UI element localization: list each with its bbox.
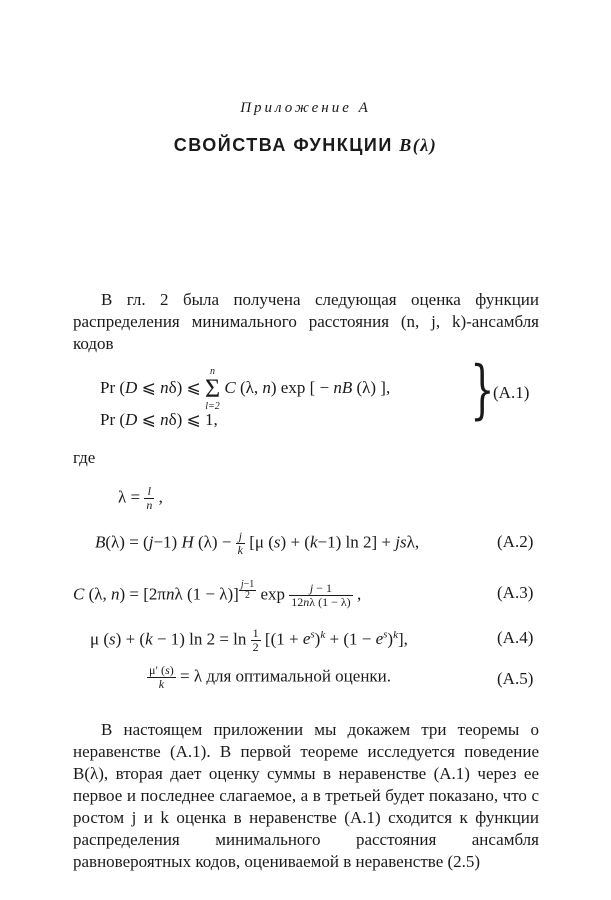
- closing-paragraph: В настоящем приложении мы докажем три теоремы о неравенстве (А.1). В первой теореме исследуется поведение B(λ), вторая дает оценку суммы в неравенстве (А.1) через ее первое и последнее слагаемое, а в третьей будет показано, что с ростом j и k оценка в неравенстве (А.1) сходится к функции распределения минимального расстояния ансамбля равновероятных кодов, оцениваемой в неравенстве (2.5): [73, 720, 539, 871]
- eq-number: (A.2): [497, 532, 534, 551]
- sum-operator: n Σ l=2: [204, 366, 221, 412]
- eq-number: (A.3): [497, 583, 534, 602]
- title-symbol: B(λ): [399, 135, 438, 155]
- appendix-label: Приложение А: [240, 100, 371, 116]
- eq-number: (A.5): [497, 669, 534, 688]
- eq-a4: μ (s) + (k − 1) ln 2 = ln $\frac{1}{2}$ $[(1 + e^s)^k + (1 - e^s)^k]$,: [90, 626, 408, 654]
- eq-a5: $\frac{\mu' (s)}{k}$ = λ для оптимальной оценки.: [149, 663, 392, 691]
- eq-a1-line1: Pr (D ⩽ nδ) ⩽ n Σ l=2 C (λ, n) exp [ − nB (λ) ],: [100, 366, 391, 412]
- eq-a2: B(λ) = (j−1) H (λ) − $\frac{j}{k}$ [μ (s) + (k−1) ln 2] + jsλ,: [95, 529, 420, 557]
- where-label: где: [73, 448, 96, 467]
- eq-number: (A.1): [493, 383, 530, 402]
- right-brace: }: [470, 353, 495, 427]
- eq-a1-line2: Pr (D ⩽ nδ) ⩽ 1,: [100, 410, 218, 429]
- eq-lambda: λ = $\frac{l}{n}$ ,: [118, 484, 163, 512]
- eq-a3: C (λ, n) = [2πnλ (1 − λ)] $^{\frac{j-1}{2}}$ exp $\frac{j - 1}{12n\lambda (1 - \lambda)}$ ,: [73, 579, 362, 610]
- eq-number: (A.4): [497, 628, 534, 647]
- intro-paragraph: В гл. 2 была получена следующая оценка функции распределения минимального расстояния (n, j, k)-ансамбля кодов: [73, 290, 539, 353]
- section-title: [0, 135, 611, 156]
- eq-a5-text: для оптимальной оценки.: [206, 666, 392, 686]
- title-text: СВОЙСТВА ФУНКЦИИ: [173, 135, 400, 155]
